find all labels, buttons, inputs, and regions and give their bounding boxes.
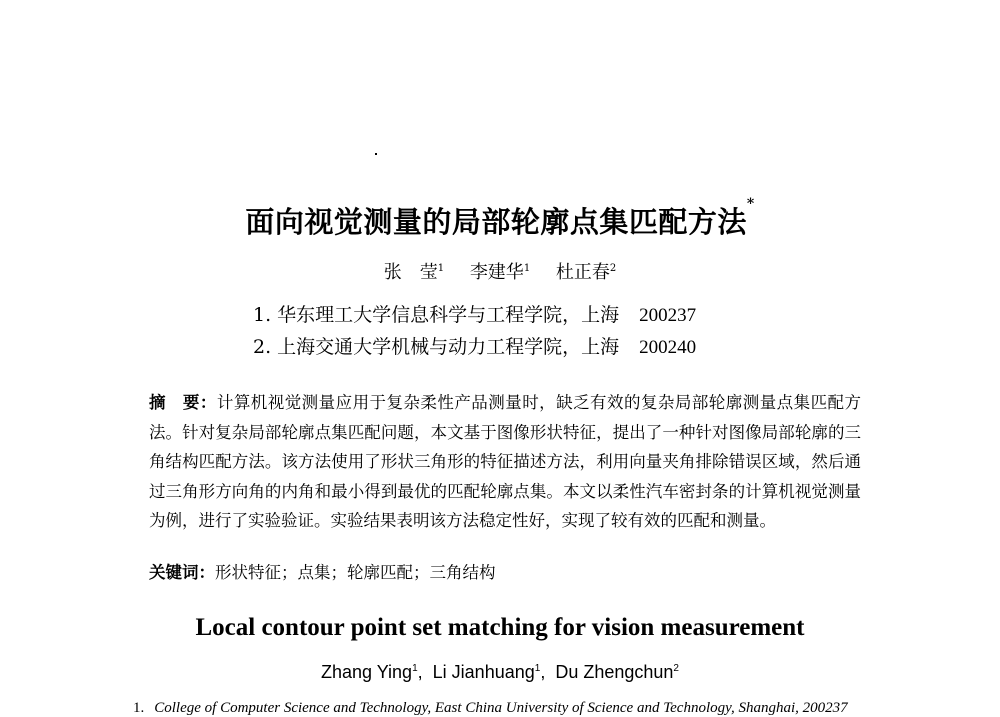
- author-en: Du Zhengchun$^2$: [555, 662, 679, 682]
- english-affiliation: 1. College of Computer Science and Technology, East China University of Science and Technology, Shanghai, 200237: [133, 700, 848, 716]
- chinese-keywords: [149, 558, 861, 587]
- author-cn: 李建华$^1$: [469, 262, 531, 283]
- keywords-text: 形状特征；点集；轮廓匹配；三角结构: [215, 563, 496, 582]
- english-title: Local contour point set matching for vision measurement: [195, 614, 805, 641]
- chinese-authors: [0, 258, 1000, 284]
- author-cn: 杜正春$^2$: [555, 262, 617, 283]
- abstract-text: 计算机视觉测量应用于复杂柔性产品测量时，缺乏有效的复杂局部轮廓测量点集匹配方法。针对复杂局部轮廓点集匹配问题，本文基于图像形状特征，提出了一种针对图像局部轮廓的三角结构匹配方法。该方法使用了形状三角形的特征描述方法，利用向量夹角排除错误区域，然后通过三角形方向角的内角和最小得到最优的匹配轮廓点集。本文以柔性汽车密封条的计算机视觉测量为例，进行了实验验证。实验结果表明该方法稳定性好，实现了较有效的匹配和测量。: [149, 393, 862, 530]
- stray-dot: [375, 153, 377, 155]
- author-en: Li Jianhuang$^1$: [432, 662, 541, 682]
- chinese-title: 面向视觉测量的局部轮廓点集匹配方法*: [245, 196, 755, 239]
- title-footnote-mark: *: [746, 196, 755, 212]
- abstract-label: 摘 要：: [149, 393, 217, 412]
- author-en: Zhang Ying$^1$: [321, 662, 418, 682]
- chinese-affiliation-2: 2. 上海交通大学机械与动力工程学院，上海 200240: [253, 336, 697, 358]
- keywords-label: 关键词：: [149, 563, 215, 582]
- chinese-abstract: [149, 388, 861, 536]
- chinese-affiliation-1: 1. 华东理工大学信息科学与工程学院，上海 200237: [253, 304, 697, 326]
- author-cn: 张 莹$^1$: [383, 262, 445, 283]
- english-authors: Zhang Ying$^1$, Li Jianhuang$^1$, Du Zhengchun$^2$: [321, 662, 679, 682]
